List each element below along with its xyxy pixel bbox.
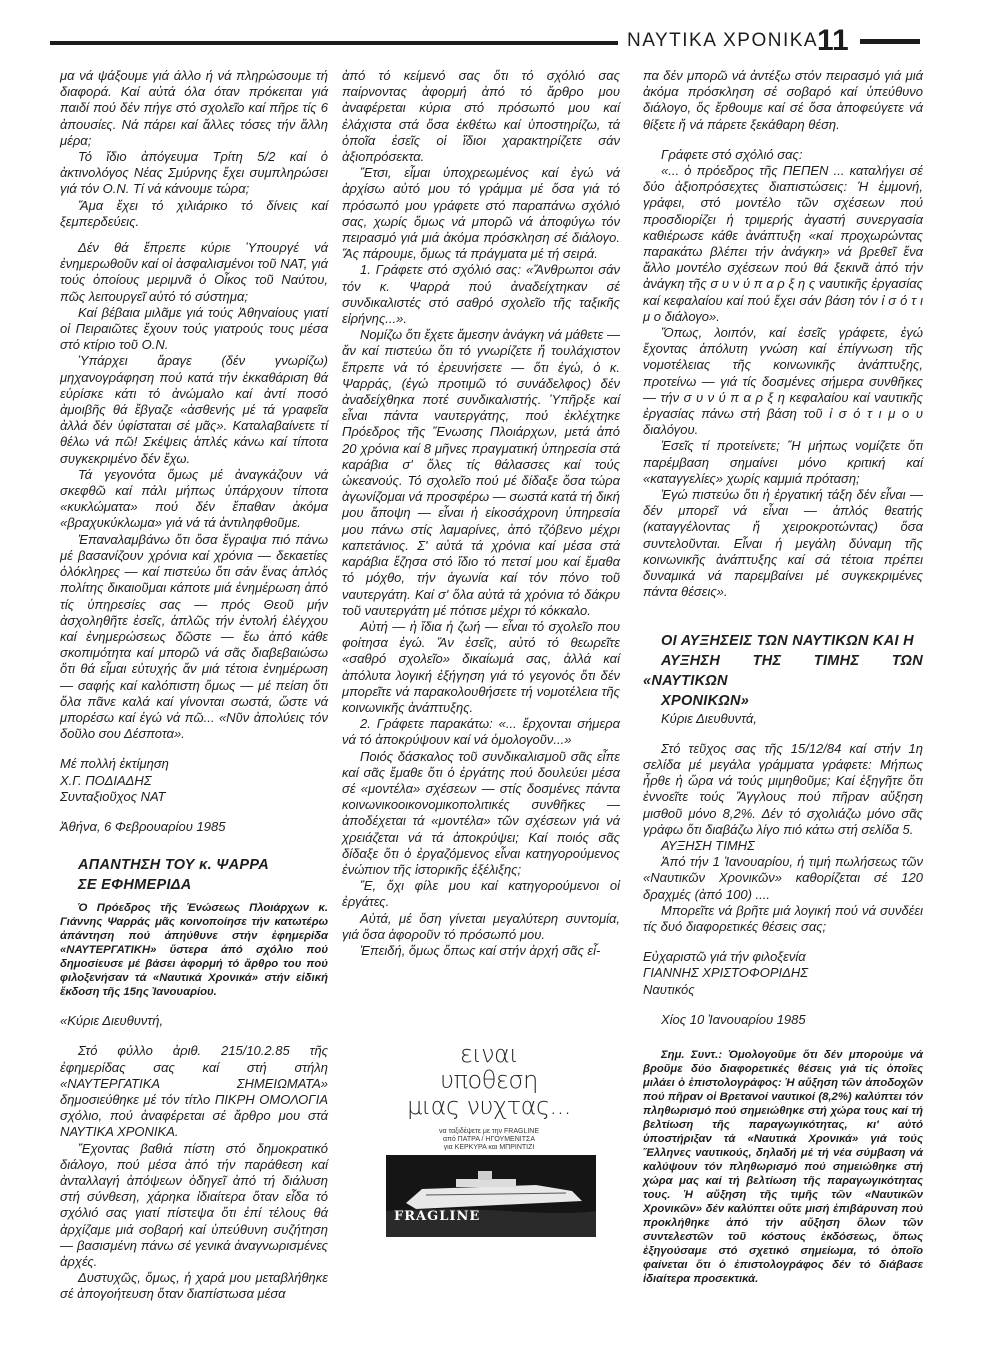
article-paragraph: Τά γεγονότα ὅμως μέ ἀναγκάζουν νά σκεφθῶ καί πάλι μήπως ὑπάρχουν τίποτα «κυκλώματα» πού δέν ἔπαθαν ἀκόμα «βραχυκύκλωμα» γιά νά τά ἀντιληφθοῦμε. bbox=[60, 466, 328, 531]
article-paragraph: Γράφετε στό σχόλιό σας: bbox=[661, 146, 803, 162]
article-paragraph: «... ὁ πρόεδρος τῆς ΠΕΠΕΝ ... καταλήγει σέ δύο ἀξιοπρόσεχτες διαπιστώσεις: Ἡ ἐμμονή, γράφει, στό μοντέλο τῶν σχέσεων πού προσδιορίζει ἡ τριμερής ἀγαστή συνεργασία καθιέρωσε κάθε ἀνάπτυξη «καί προχωρώντας παρακάτω βλέπει τήν ἀνάγκη» νά βρεθεῖ ἕνα ἄλλο μοντέλο σχέσεων πού θά ξεκινᾶ ἀπό τήν ἀνάγκη τῆς σ υ ν ύ π α ρ ξ η ς ναυτικῆς ἐργασίας καί κεφαλαίου καί πού ἔχει σάν βάση τόν ἰ σ ό τ ι μ ο διάλογο». bbox=[643, 163, 923, 324]
article-paragraph: Ἐσεῖς τί προτείνετε; Ἤ μήπως νομίζετε ὅτι παρέμβαση σημαίνει μόνο κριτική καί «καταγγελίες» χωρίς καμμιά πρόταση; bbox=[643, 438, 923, 486]
signature-name: Χ.Γ. ΠΟΔΙΑΔΗΣ bbox=[60, 772, 152, 788]
article-paragraph: Δέν θά ἔπρεπε κύριε Ὑπουργέ νά ἐνημερωθοῦν καί οἱ ἀσφαλισμένοι τοῦ ΝΑΤ, γιά τούς ὁποίους μεριμνᾶ ὁ Οἶκος τοῦ Ναύτου, πῶς λειτουργεῖ αὐτό τό σύστημα; bbox=[60, 240, 328, 304]
article-heading: ΑΠΑΝΤΗΣΗ ΤΟΥ κ. ΨΑΡΡΑ bbox=[78, 857, 269, 874]
editor-note: Σημ. Συντ.: Ὁμολογοῦμε ὅτι δέν μπορούμε νά βροῦμε δύο διαφορετικές θέσεις γιά τίς ὁποῖες μιλάει ὁ ἐπιστολογράφος: Ἡ αὔξηση τῶν ἀποδοχῶν πού πῆραν οἱ Βρετανοί ναυτικοί (8,2%) καλύπτει τόν πληθωρισμό πού σημειώθηκε στή χώρα τους καί τή βελτίωση τῆς παραγωγικότητας, κι' αὐτό ὑποστήριξαν τά «Ναυτικά Χρονικά» γιά τούς Ἕλληνες ναυτικούς, δηλαδή μέ τή νέα σύμβαση νά καλύψουν τόν πληθωρισμό πού σημειώθηκε στή χώρα μας καί τή βελτίωση τῆς παραγωγικότητας τους. Ἡ αὔξηση τῆς τιμῆς τῶν «Ναυτικῶν Χρονικῶν» δέν καλύπτει οὔτε μισή ἐπιβάρυνση πού προκλήθηκε ἀπό τήν αὔξηση ὅλων τῶν συντελεστῶν τοῦ κόστους ἐκδόσεως, ὅπως ἐξηγούσαμε στό σχετικό σημείωμα, τό ὁποῖο φαίνεται ὅτι ὁ ἐπιστολογράφος δέν τό διάβασε ἰδιαίτερα προσεκτικά. bbox=[643, 1048, 923, 1285]
signature-name: ΓΙΑΝΝΗΣ ΧΡΙΣΤΟΦΟΡΙΔΗΣ bbox=[643, 965, 809, 981]
article-paragraph: Ἔτσι, εἶμαι ὑποχρεωμένος καί ἐγώ νά ἀρχίσω αὐτό μου τό γράμμα μέ ὅσα γιά τό πρόσωπό μου γράφετε στό παραπάνω σχόλιό σας, χωρίς ὅμως νά μπορῶ νά ἀποφύγω τόν πειρασμό γιά μιά ἀκόμα πρόσκληση σέ διάλογο. Ἄς πάρουμε, ὅμως τά πράγματα μέ τή σειρά. bbox=[342, 165, 620, 262]
ad-headline-line-1: ειναι bbox=[459, 1040, 519, 1068]
letter-salutation: Κύριε Διευθυντά, bbox=[661, 710, 757, 726]
article-paragraph: Ὑπάρχει ἄραγε (δέν γνωρίζω) μηχανογράφηση πού κατά τήν ἐκκαθάριση θά εὑρίσκε κάτι τό ἀνώμαλο καί ἀντί ποσό ἀμοιβῆς θά ἔβγαζε «ἀσθενής μέ τά γραφεῖα ἀλλά δέν ὑφίσταται σέ μᾶς». Καταλαβαίνετε τί θέλω νά πῶ! Σκέψεις ἁπλές κάνω καί τίποτα συγκεκριμένο δέν ἔχω. bbox=[60, 353, 328, 466]
column-3 bbox=[643, 68, 923, 1286]
page-number: 11 bbox=[817, 24, 849, 57]
ad-detail-line: για ΚΕΡΚΥΡΑ και ΜΠΡΙΝΤΙΖΙ bbox=[443, 1144, 535, 1151]
article-paragraph: Ἔ, ὄχι φίλε μου καί κατηγορούμενοι οἱ ἐργάτες. bbox=[342, 878, 620, 910]
ad-brand-name: FRAGLINE bbox=[394, 1209, 481, 1224]
signature-title: Συνταξιοῦχος ΝΑΤ bbox=[60, 788, 166, 804]
article-paragraph: πα δέν μπορῶ νά ἀντέξω στόν πειρασμό γιά μιά ἀκόμα πρόσκληση σέ σοβαρό καί ὑπεύθυνο διάλογο, ὅς ἔρθουμε καί σέ ὅσα ἀποφεύγετε νά θίξετε ἤ νά πάρετε ξεκάθαρη θέση. bbox=[643, 68, 923, 132]
article-paragraph: Ἄμα ἔχει τό χιλιάρικο τό δίνεις καί ξεμπερδεύεις. bbox=[60, 197, 328, 229]
article-paragraph: 1. Γράφετε στό σχόλιό σας: «Ἄνθρωποι σάν τόν κ. Ψαρρά πού ἀναδείχτηκαν σέ συνδικαλιστές στό σαθρό σχολεῖο τῆς ταξικῆς εἰρήνης...». bbox=[342, 262, 620, 327]
article-paragraph: Νομίζω ὅτι ἔχετε ἄμεσην ἀνάγκη νά μάθετε — ἄν καί πιστεύω ὅτι τό γνωρίζετε ἤ τουλάχιστον ἔπρεπε νά τό ἐρευνήσετε — ὅτι ἐγώ, ὁ κ. Ψαρράς, (ἐγώ προτιμῶ τό συνάδελφος) δέν ἀναδείχθηκα ποτέ συνδικαλιστής. Ὑπῆρξε καί εἶναι πάντα ναυτεργάτης, πού ἐκλέχτηκε Πρόεδρος τῆς Ἕνωσης Πλοιάρχων, μετά ἀπό 20 χρόνια καί 8 μῆνες πραγματική ὑπηρεσία στά καράβια σ' ὅλες τίς θάλασσες καί τούς ὠκεανούς. Τό σχολεῖο πού μέ δίδαξε ὅσα τώρα ἀγωνίζομαι νά προσφέρω — σωστά κατά τή δική μου ἄποψη — εἶναι ἡ εἰκοσάχρονη ὑπηρεσία μου πάνω στίς λαμαρίνες, ἀπό τζόβενο μέχρι καπετάνιος. Σ' αὐτά τά χρόνια καί μέσα στά καράβια ἔζησα στό ἴδιο τό πετσί μου καί ἔμαθα τό μόχθο, τήν ἀγωνία καί τόν πόνο τοῦ ναυτεργάτη. Καί σ' ὅλα αὐτά τά χρόνια τό δάκρυ τοῦ ναυτεργάτη μέ πότισε μέχρι τό κόκκαλο. bbox=[342, 327, 620, 618]
article-paragraph: Τό ἴδιο ἀπόγευμα Τρίτη 5/2 καί ὁ ἀκτινολόγος Νέας Σμύρνης ἔχει συμπληρώσει γιά τόν Ο.Ν. Τί νά κάνουμε τώρα; bbox=[60, 149, 328, 197]
ship-icon bbox=[386, 1155, 596, 1237]
column-2 bbox=[342, 68, 620, 959]
article-paragraph: Ἔχοντας βαθιά πίστη στό δημοκρατικό διάλογο, πού μέσα ἀπό τήν παράθεση καί ἀνταλλαγή ἀπόψεων ὁδηγεῖ ἀπό τή διάλυση στή σύνθεση, χάρηκα ἰδιαίτερα ὅταν εἶδα τό σχόλιό σας γιατί πίστεψα ὅτι ἐπί τέλους θά ἀρχίζαμε μιά σοβαρή καί ὑπεύθυνη συζήτηση — βασισμένη πάνω σέ γενικά ἀναγνωρισμένες ἀρχές. bbox=[60, 1140, 328, 1269]
signature-title: Ναυτικός bbox=[643, 981, 695, 997]
article-paragraph: Ἐγώ πιστεύω ὅτι ἡ ἐργατική τάξη δέν εἶναι — δέν μπορεῖ νά εἶναι — ἁπλός θεατής (καταγγέλοντας ἤ χειροκροτώντας) ὅσα συντελοῦνται. Εἶναι ἡ μεγάλη δύναμη τῆς κοινωνικῆς ἀνάπτυξης καί σά τέτοια πρέπει δυναμικά νά παρεμβαίνει μέ συγκεκριμένες πάντα θέσεις». bbox=[643, 487, 923, 600]
article-heading: ΟΙ ΑΥΞΗΣΕΙΣ ΤΩΝ ΝΑΥΤΙΚΩΝ ΚΑΙ Η bbox=[661, 632, 914, 649]
article-paragraph: ἀπό τό κείμενό σας ὅτι τό σχόλιό σας παίρνοντας ἀφορμή ἀπό τό ἄρθρο μου ἀναφέρεται κύρια στό πρόσωπό μου καί ἐλάχιστα στά ὅσα ἐκθέτω καί ὑποστηρίζω, τά ὁποῖα ἐσεῖς οἱ ἴδιοι χαρακτηρίζετε σάν ἀξιοπρόσεκτα. bbox=[342, 68, 620, 165]
ad-details bbox=[364, 1128, 614, 1152]
article-heading: ΧΡΟΝΙΚΩΝ» bbox=[661, 692, 750, 709]
article-paragraph: 2. Γράφετε παρακάτω: «... ἔρχονται σήμερα νά τό ἀποκρύψουν καί νά ὁμολογοῦν...» bbox=[342, 716, 620, 748]
article-paragraph: Αὐτά, μέ ὅση γίνεται μεγαλύτερη συντομία, γιά ὅσα ἀφοροῦν τό πρόσωπό μου. bbox=[342, 910, 620, 942]
ship-photo bbox=[386, 1155, 596, 1237]
fragline-advertisement bbox=[364, 1030, 614, 1242]
ad-headline-line-2: υποθεση bbox=[440, 1066, 538, 1094]
article-paragraph: Στό φύλλο ἀριθ. 215/10.2.85 τῆς ἐφημερίδας σας καί στή στήλη «ΝΑΥΤΕΡΓΑΤΙΚΑ ΣΗΜΕΙΩΜΑΤΑ» δημοσιεύθηκε μέ τόν τίτλο ΠΙΚΡΗ ΟΜΟΛΟΓΙΑ σχόλιο, πού ἀναφέρεται σέ ἄρθρο μου στά ΝΑΥΤΙΚΑ ΧΡΟΝΙΚΑ. bbox=[60, 1043, 328, 1140]
ad-headline-line-3: μιας νυχτας... bbox=[407, 1092, 571, 1120]
header-rule-right bbox=[860, 39, 920, 44]
article-paragraph: Δυστυχῶς, ὅμως, ἡ χαρά μου μεταβλήθηκε σέ ἀπογοήτευση ὅταν διαπίστωσα μέσα bbox=[60, 1270, 328, 1302]
article-paragraph: Μπορεῖτε νά βρῆτε μιά λογική πού νά συνδέει τίς δυό διαφορετικές θέσεις σας; bbox=[643, 902, 923, 934]
article-paragraph: Καί βέβαια μιλᾶμε γιά τούς Ἀθηναίους γιατί οἱ Πειραιῶτες ἔχουν τούς γιατρούς τους μέσα στό κτίριο τοῦ Ο.Ν. bbox=[60, 304, 328, 353]
letter-salutation: «Κύριε Διευθυντή, bbox=[60, 1013, 164, 1029]
article-paragraph: Ἐπαναλαμβάνω ὅτι ὅσα ἔγραψα πιό πάνω μέ βασανίζουν χρόνια καί χρόνια — δεκαετίες ὁλόκληρες — καί πιστεύω ὅτι σάν ἕνας ἁπλός πολίτης δικαιοῦμαι κάποτε μιά ἐνημέρωση ἀπό τίς ὑπηρεσίες σας — πρός Θεοῦ μήν ἀσχοληθῆτε ἐσεῖς, ἁπλῶς τήν ἐντολή ἐλέγχου καί ἐνημερώσεως δῶστε — ἔω ἀπό κάθε σκοπιμότητα καί μπορῶ νά σᾶς διαβεβαιώσω ὅτι θά εἶμαι εὐτυχής ἄν μιά τέτοια ἐνημέρωση — σαφής καί καλόπιστη ὅμως — μέ πείση ὅτι ὅλα πᾶνε καλά καί γίνονται σωστά, ὥστε νά μπορέσω καί ἐγώ νά πῶ... «Νῦν ἀπολύεις τόν δοῦλο σου Δέσποτα». bbox=[60, 531, 328, 742]
article-paragraph: Ὅπως, λοιπόν, καί ἐσεῖς γράφετε, ἐγώ ἔχοντας ἀπόλυτη γνώση καί ἐπίγνωση τῆς νομοτέλειας τῆς κοινωνικῆς ἀνάπτυξης, προτείνω — γιά τίς δοσμένες σήμερα συνθῆκες — τήν σ υ ν ύ π α ρ ξ η κεφαλαίου καί ναυτικῆς ἐργασίας πάνω στή βάση τοῦ ἰ σ ό τ ι μ ο υ διαλόγου. bbox=[643, 325, 923, 438]
article-subheading: ΑΥΞΗΣΗ ΤΙΜΗΣ bbox=[661, 837, 755, 853]
article-paragraph: Αὐτή — ἡ ἴδια ἡ ζωή — εἶναι τό σχολεῖο που φοίτησα ἐγώ. Ἄν ἐσεῖς, αὐτό τό θεωρεῖτε «σαθρό σχολεῖο» δικαίωμά σας, ἀλλά καί ἀπόλυτα λογική ἐξήγηση γιά τό γεγονός ὅτι δέν μπορεῖτε νά παρακολουθήσετε τή νομοτέλεια τῆς κοινωνικῆς ἀνάπτυξης. bbox=[342, 618, 620, 715]
letter-date: Χίος 10 Ἰανουαρίου 1985 bbox=[661, 1011, 806, 1027]
article-intro: Ὁ Πρόεδρος τῆς Ἑνώσεως Πλοιάρχων κ. Γιάννης Ψαρράς μᾶς κοινοποίησε τήν κατωτέρω ἀπάντηση πού ἀπηύθυνε στήν ἐφημερίδα «ΝΑΥΤΕΡΓΑΤΙΚΗ» ὕστερα ἀπό σχόλιο πού δημοσίευσε μέ βάσει ἀφορμή τό ἄρθρο του πού φιλοξενήσαν τά «Ναυτικά Χρονικά» στήν εἰδική ἔκδοση τῆς 15ης Ἰανουαρίου. bbox=[60, 902, 328, 999]
running-header-title: ΝΑΥΤΙΚΑ ΧΡΟΝΙΚΑ bbox=[627, 30, 819, 51]
header-rule-left bbox=[50, 41, 618, 45]
letter-date: Ἀθήνα, 6 Φεβρουαρίου 1985 bbox=[60, 818, 226, 834]
ad-detail-line: από ΠΑΤΡΑ / ΗΓΟΥΜΕΝΙΤΣΑ bbox=[442, 1136, 536, 1143]
article-heading: ΑΥΞΗΣΗ ΤΗΣ ΤΙΜΗΣ ΤΩΝ «ΝΑΥΤΙΚΩΝ bbox=[643, 652, 923, 689]
signature-line: Μέ πολλή ἐκτίμηση bbox=[60, 756, 169, 772]
article-paragraph: μα νά ψάξουμε γιά άλλο ή νά πληρώσουμε τή διαφορά. Καί αὐτά όλα όταν πρόκειται γιά παιδί πού δέν πήγε στό σχολεῖο καί πῆρε τίς 6 ἀπουσίες. Νά πάρει καί ἄλλες τόσες τήν ἄλλη μέρα; bbox=[60, 68, 328, 148]
article-paragraph: Ἀπό τήν 1 Ἰανουαρίου, ἡ τιμή πωλήσεως τῶν «Ναυτικῶν Χρονικῶν» καθορίζεται σέ 120 δραχμές (ἀπό 100) .... bbox=[643, 854, 923, 902]
article-paragraph: Στό τεῦχος σας τῆς 15/12/84 καί στήν 1η σελίδα μέ μεγάλα γράμματα γράφετε: Μήπως ἦρθε ἡ ὥρα νά τούς μιμηθοῦμε; Καί ἐξηγῆτε ὅτι ἐννοεῖτε τούς Ἄγγλους πού πῆραν αὔξηση μισθοῦ μόνο 8,2%. Δέν τό σχολιάζω μόνο σᾶς γράφω ὅτι διαβάζω λίγο πιό κάτω στή σελίδα 5. bbox=[643, 740, 923, 837]
article-paragraph: Ἐπειδή, ὅμως ὅπως καί στήν ἀρχή σᾶς εἶ- bbox=[360, 942, 601, 958]
article-paragraph: Ποιός δάσκαλος τοῦ συνδικαλισμοῦ σᾶς εἶπε καί σᾶς ἔμαθε ὅτι ὁ ἐργάτης πού δουλεύει μέσα σέ «μοντέλα» σχέσεων — στίς δοσμένες πάντα κοινωνικοοικονομικοπολιτικές συνθῆκες — ἀποδέχεται τά «μοντέλα» τῶν σχέσεων γιά νά χρειάζεται νά τά ἀποκρύψει; Καί ποιός σᾶς δίδαξε ὅτι ὁ ἐργαζόμενος εἶναι κατηγορούμενος ἐνώπιον τῆς ἱστορικῆς ἐξέλιξης; bbox=[342, 748, 620, 877]
column-1 bbox=[60, 68, 328, 1303]
ad-detail-line: να ταξιδέψετε με την FRAGLINE bbox=[438, 1128, 540, 1135]
article-heading: ΣΕ ΕΦΗΜΕΡΙΔΑ bbox=[78, 877, 192, 894]
signature-line: Εὐχαριστῶ γιά τήν φιλοξενία bbox=[643, 949, 806, 965]
